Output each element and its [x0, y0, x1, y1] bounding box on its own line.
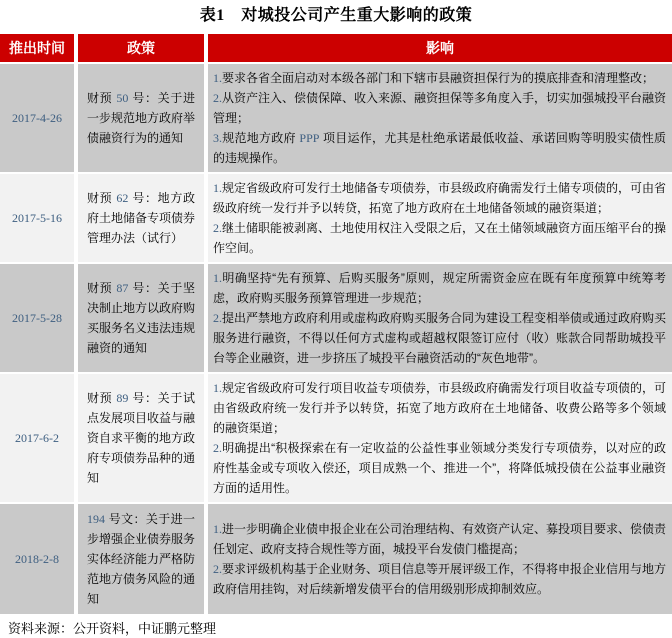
numeral-text: 1.	[213, 181, 222, 195]
date-cell	[0, 262, 78, 372]
numeral-text: 1.	[213, 271, 222, 285]
table-body	[0, 62, 672, 614]
numeral-text: 2017-4-26	[12, 111, 62, 125]
numeral-text: 2.	[213, 311, 222, 325]
impact-item: 1.规定省级政府可发行项目收益专项债券，市县级政府确需发行项目收益专项债的，可由省级政府统一发行并予以转贷，拓宽了地方政府在土地储备、收费公路等多个领域的融资渠道；	[213, 381, 667, 435]
impact-item: 1.明确坚持“先有预算、后购买服务”原则，规定所需资金应在既有年度预算中统筹考虑，政府购买服务预算管理进一步规范；	[213, 271, 666, 305]
numeral-text: 2.	[213, 221, 222, 235]
numeral-text: 194	[87, 512, 105, 526]
impact-cell	[208, 172, 672, 262]
source-note: 资料来源：公开资料，中证鹏元整理	[8, 621, 217, 636]
impact-item: 1.要求各省全面启动对本级各部门和下辖市县融资担保行为的摸底排查和清理整改；	[213, 71, 655, 85]
table-row	[0, 262, 672, 372]
numeral-text: 2017-5-28	[12, 311, 62, 325]
numeral-text: 3.	[213, 131, 222, 145]
policy-table	[0, 34, 672, 614]
date-cell	[0, 372, 78, 502]
impact-cell	[208, 372, 672, 502]
table-row	[0, 62, 672, 172]
date-cell	[0, 172, 78, 262]
table-header-row	[0, 34, 672, 62]
date-cell	[0, 62, 78, 172]
impact-item: 3.规范地方政府 PPP 项目运作，尤其是杜绝承诺最低收益、承诺回购等明股实债性质的违规操作。	[213, 131, 666, 165]
numeral-text: 2017-6-2	[15, 431, 59, 445]
impact-item: 1.进一步明确企业债申报企业在公司治理结构、有效资产认定、募投项目要求、偿债责任划定、政府支持合规性等方面，城投平台发债门槛提高；	[213, 522, 667, 556]
impact-item: 2.要求评级机构基于企业财务、项目信息等开展评级工作，不得将申报企业信用与地方政府信用挂钩，对后续新增发债平台的信用级别形成抑制效应。	[213, 562, 667, 596]
table-row	[0, 172, 672, 262]
numeral-text: 87	[116, 281, 129, 295]
numeral-text: 2.	[213, 441, 222, 455]
table-title: 表1 对城投公司产生重大影响的政策	[199, 7, 473, 24]
table-row	[0, 372, 672, 502]
impact-item: 2.提出严禁地方政府利用或虚构政府购买服务合同为建设工程变相举债或通过政府购买服务进行融资，不得以任何方式虚构或超越权限签订应付（收）账款合同帮助城投平台等企业融资，进一步挤压了城投平台融资活动的“灰色地带”。	[213, 311, 667, 365]
date-cell	[0, 502, 78, 614]
impact-item: 2.继土储职能被剥离、土地使用权注入受限之后，又在土储领域融资方面压缩平台的操作空间。	[213, 221, 667, 255]
impact-cell	[208, 502, 672, 614]
numeral-text: 2.	[213, 91, 222, 105]
impact-item: 2.从资产注入、偿债保障、收入来源、融资担保等多角度入手，切实加强城投平台融资管理；	[213, 91, 667, 125]
numeral-text: 1.	[213, 381, 222, 395]
policy-cell: 194 号文：关于进一步增强企业债券服务实体经济能力严格防范地方债务风险的通知	[78, 502, 208, 614]
numeral-text: 1.	[213, 522, 222, 536]
numeral-text: 89	[116, 391, 129, 405]
policy-cell: 财预 62 号：地方政府土地储备专项债券管理办法（试行）	[78, 172, 208, 262]
header-cell-impact: 影响	[208, 34, 672, 62]
numeral-text: 1.	[213, 71, 222, 85]
impact-item: 2.明确提出“积极探索在有一定收益的公益性事业领域分类发行专项债券，以对应的政府性基金或专项收入偿还，项目成熟一个、推进一个”，将降低城投债在公益事业融资方面的适用性。	[213, 441, 666, 495]
impact-cell	[208, 62, 672, 172]
numeral-text: 2017-5-16	[12, 211, 62, 225]
impact-cell	[208, 262, 672, 372]
table-row	[0, 502, 672, 614]
policy-cell: 财预 50 号：关于进一步规范地方政府举债融资行为的通知	[78, 62, 208, 172]
policy-cell: 财预 87 号：关于坚决制止地方以政府购买服务名义违法违规融资的通知	[78, 262, 208, 372]
header-cell-policy: 政策	[78, 34, 208, 62]
numeral-text: PPP	[299, 131, 320, 145]
numeral-text: 1	[216, 7, 225, 24]
impact-item: 1.规定省级政府可发行土地储备专项债券，市县级政府确需发行土储专项债的，可由省级政府统一发行并予以转贷，拓宽了地方政府在土地储备领域的融资渠道；	[213, 181, 667, 215]
policy-cell: 财预 89 号：关于试点发展项目收益与融资自求平衡的地方政府专项债券品种的通知	[78, 372, 208, 502]
numeral-text: 2.	[213, 562, 222, 576]
header-cell-date: 推出时间	[0, 34, 78, 62]
numeral-text: 62	[116, 191, 129, 205]
numeral-text: 2018-2-8	[15, 552, 59, 566]
numeral-text: 50	[116, 91, 129, 105]
